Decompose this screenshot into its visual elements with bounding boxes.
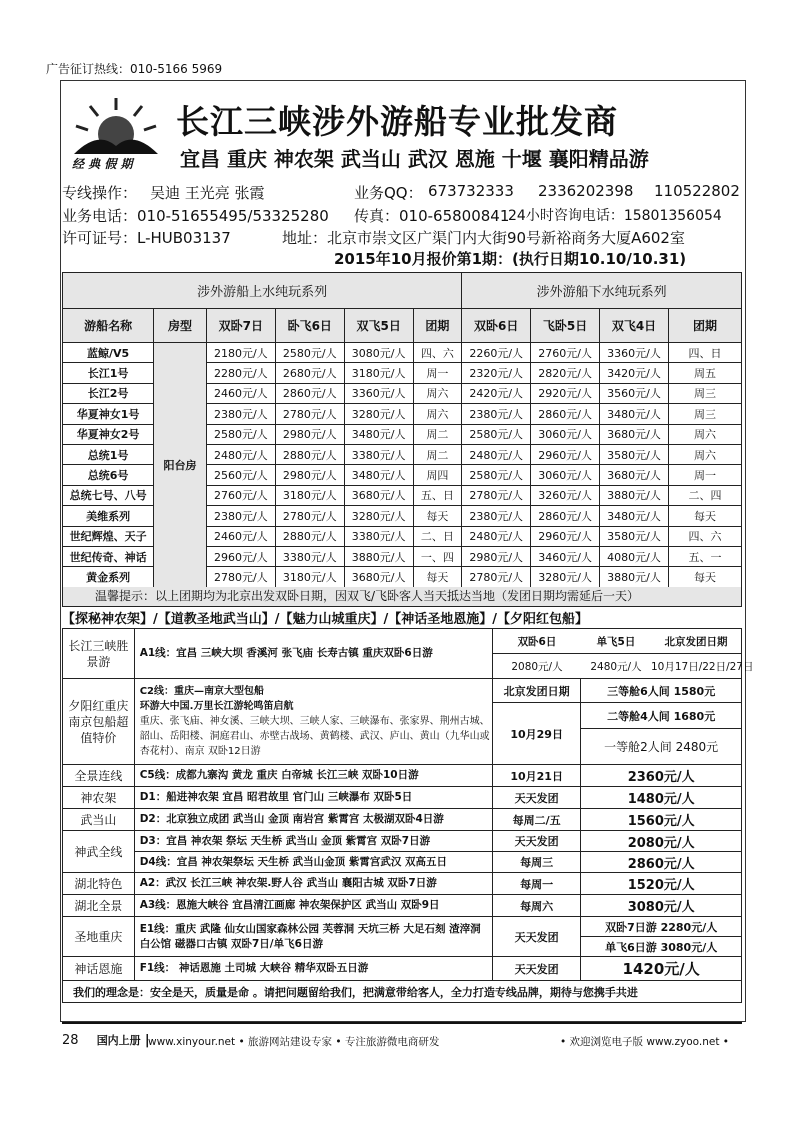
ship-name: 黄金系列 [63, 567, 154, 587]
route-price: 2080元/人 [581, 831, 742, 852]
table-cell: 2480元/人 [462, 526, 531, 546]
route-desc: A1线：宜昌 三峡大坝 香溪河 张飞庙 长寿古镇 重庆双卧6日游 [134, 629, 492, 679]
xiyang-date-label: 北京发团日期 [492, 679, 580, 703]
route-price: 1520元/人 [581, 873, 742, 895]
table-cell: 3060元/人 [531, 424, 600, 444]
table-cell: 3360元/人 [600, 343, 669, 363]
table-cell: 3180元/人 [275, 485, 344, 505]
route-name: 圣地重庆 [63, 917, 135, 957]
table-cell: 周一 [413, 363, 462, 383]
xiyang-cabin-2: 二等舱4人间 1680元 [581, 703, 742, 729]
footer-divider [62, 1022, 742, 1024]
footer-ebook: • 欢迎浏览电子版 www.zyoo.net • [560, 1036, 729, 1048]
table-cell: 周六 [413, 383, 462, 403]
section-label: 国内上册 [96, 1034, 141, 1047]
route-row [63, 787, 742, 809]
table-cell: 2960元/人 [531, 444, 600, 464]
table-cell: 2860元/人 [275, 383, 344, 403]
contact-row-3 [62, 227, 742, 247]
table-cell: 2580元/人 [275, 343, 344, 363]
route-name: 湖北全景 [63, 895, 135, 917]
table-cell: 五、一 [668, 546, 741, 566]
sanxia-h2: 单飞5日 [596, 635, 636, 648]
license: 许可证号：L-HUB03137 [62, 229, 231, 247]
table-cell: 2560元/人 [206, 465, 275, 485]
table-cell: 2260元/人 [462, 343, 531, 363]
ship-name: 蓝鲸/V5 [63, 343, 154, 363]
table-cell: 每天 [413, 567, 462, 587]
table-cell: 周五 [668, 363, 741, 383]
table-cell: 周六 [413, 404, 462, 424]
route-price: 2860元/人 [581, 852, 742, 873]
route-desc: D3：宜昌 神农架 祭坛 天生桥 武当山 金顶 紫霄宫 双卧7日游 [134, 831, 492, 852]
table-cell: 周二 [413, 424, 462, 444]
route-row [63, 873, 742, 895]
table-cell: 2780元/人 [275, 404, 344, 424]
route-name: 武当山 [63, 809, 135, 831]
col-header: 飞卧5日 [531, 309, 600, 343]
route-date: 每周一 [492, 873, 580, 895]
route-date: 每周三 [492, 852, 580, 873]
ship-name: 长江2号 [63, 383, 154, 403]
table-cell: 2480元/人 [462, 444, 531, 464]
table-cell: 每天 [668, 567, 741, 587]
route-price: 2360元/人 [581, 765, 742, 787]
xiyang-desc-2: 环游大中国.万里长江游轮鸣笛启航 [139, 701, 294, 712]
table-cell: 3380元/人 [344, 526, 413, 546]
sanxia-p2: 2480元/人 [590, 660, 642, 673]
route-desc: D2：北京独立成团 武当山 金顶 南岩宫 紫霄宫 太极湖双卧4日游 [134, 809, 492, 831]
table-cell: 每天 [668, 506, 741, 526]
table-cell: 3880元/人 [344, 546, 413, 566]
table-cell: 周六 [668, 444, 741, 464]
route-price: 3080元/人 [581, 895, 742, 917]
route-row [63, 895, 742, 917]
route-date: 天天发团 [492, 957, 580, 981]
table-cell: 2860元/人 [531, 404, 600, 424]
table-cell: 一、四 [413, 546, 462, 566]
ship-name: 总统七号、八号 [63, 485, 154, 505]
table-cell: 3280元/人 [531, 567, 600, 587]
table-cell: 3480元/人 [600, 404, 669, 424]
route-date: 天天发团 [492, 831, 580, 852]
table-cell: 2980元/人 [275, 465, 344, 485]
route-desc: F1线： 神话恩施 土司城 大峡谷 精华双卧五日游 [134, 957, 492, 981]
col-header: 双卧6日 [462, 309, 531, 343]
table-cell: 3560元/人 [600, 383, 669, 403]
table-cell: 2880元/人 [275, 526, 344, 546]
price-issue-title: 2015年10月报价第1期：(执行日期10.10/10.31) [334, 250, 687, 268]
table-cell: 3260元/人 [531, 485, 600, 505]
table-cell: 周三 [668, 383, 741, 403]
table-cell: 四、六 [413, 343, 462, 363]
table-cell: 2920元/人 [531, 383, 600, 403]
xiyang-desc-1: C2线：重庆—南京大型包船 [139, 686, 264, 697]
table-cell: 2780元/人 [206, 567, 275, 587]
table-cell: 2380元/人 [462, 404, 531, 424]
route-desc: D1：船进神农架 宜昌 昭君故里 官门山 三峡瀑布 双卧5日 [134, 787, 492, 809]
table-header [63, 309, 742, 343]
table-cell: 周六 [668, 424, 741, 444]
ship-name: 美维系列 [63, 506, 154, 526]
sanxia-h1: 双卧6日 [517, 635, 557, 648]
table-cell: 2460元/人 [206, 383, 275, 403]
footer-left: 28 国内上册 | [62, 1033, 150, 1048]
ops-names: 吴迪 王光亮 张霞 [150, 184, 265, 202]
table-cell: 周一 [668, 465, 741, 485]
page-subtitle: 宜昌 重庆 神农架 武当山 武汉 恩施 十堰 襄阳精品游 [180, 147, 649, 171]
table-cell: 2980元/人 [462, 546, 531, 566]
motto: 我们的理念是：安全是天，质量是命 。请把问题留给我们，把满意带给客人，全力打造专线品牌，期待与您携手共进 [63, 981, 742, 1003]
table-cell: 2980元/人 [275, 424, 344, 444]
sanxia-h3: 北京发团日期 [664, 635, 728, 648]
table-cell: 3380元/人 [275, 546, 344, 566]
table-cell: 2780元/人 [462, 485, 531, 505]
col-header: 游船名称 [63, 309, 154, 343]
table-cell: 每天 [413, 506, 462, 526]
route-price: 1480元/人 [581, 787, 742, 809]
table-cell: 3060元/人 [531, 465, 600, 485]
ad-hotline: 广告征订热线：010-5166 5969 [46, 62, 223, 76]
table-cell: 二、日 [413, 526, 462, 546]
ship-name: 世纪辉煌、天子 [63, 526, 154, 546]
table-cell: 3880元/人 [600, 567, 669, 587]
xiyang-cabin-3: 三等舱6人间 1580元 [581, 679, 742, 703]
table-cell: 2580元/人 [462, 424, 531, 444]
table-cell: 周四 [413, 465, 462, 485]
route-price: 1560元/人 [581, 809, 742, 831]
table-cell: 2380元/人 [206, 404, 275, 424]
table-cell: 五、日 [413, 485, 462, 505]
ship-name: 总统6号 [63, 465, 154, 485]
table-cell: 2380元/人 [206, 506, 275, 526]
phone: 业务电话：010-51655495/53325280 [62, 207, 329, 225]
table-cell: 3680元/人 [344, 567, 413, 587]
route-name: 神武全线 [63, 831, 135, 873]
col-header: 双卧7日 [206, 309, 275, 343]
table-cell: 2480元/人 [206, 444, 275, 464]
table-cell: 周二 [413, 444, 462, 464]
table-cell: 3480元/人 [344, 424, 413, 444]
table-cell: 3680元/人 [600, 465, 669, 485]
table-cell: 2180元/人 [206, 343, 275, 363]
table-cell: 3380元/人 [344, 444, 413, 464]
qq-2: 2336202398 [538, 182, 634, 200]
table-cell: 2320元/人 [462, 363, 531, 383]
qq-3: 110522802 [654, 182, 740, 200]
table-cell: 2580元/人 [462, 465, 531, 485]
table-cell: 3680元/人 [344, 485, 413, 505]
table-cell: 2580元/人 [206, 424, 275, 444]
table-cell: 周三 [668, 404, 741, 424]
downstream-series-title: 涉外游船下水纯玩系列 [462, 273, 742, 309]
table-cell: 四、六 [668, 526, 741, 546]
table-cell: 2880元/人 [275, 444, 344, 464]
table-cell: 2680元/人 [275, 363, 344, 383]
col-header: 卧飞6日 [275, 309, 344, 343]
ship-name: 世纪传奇、神话 [63, 546, 154, 566]
table-cell: 2780元/人 [275, 506, 344, 526]
qq-1: 673732333 [428, 182, 514, 200]
route-row [63, 765, 742, 787]
xiyang-cabin-1: 一等舱2人间 2480元 [581, 729, 742, 765]
table-cell: 2760元/人 [531, 343, 600, 363]
route-price: 1420元/人 [581, 957, 742, 981]
table-row [63, 343, 742, 363]
sanxia-p1: 2080元/人 [511, 660, 563, 673]
route-price: 双卧7日游 2280元/人 [581, 917, 742, 937]
sanxia-dates: 10月17日/22日/27日 [650, 660, 754, 673]
ship-name: 总统1号 [63, 444, 154, 464]
table-cell: 4080元/人 [600, 546, 669, 566]
route-desc: A3线：恩施大峡谷 宜昌清江画廊 神农架保护区 武当山 双卧9日 [134, 895, 492, 917]
table-cell: 2960元/人 [531, 526, 600, 546]
table-cell: 2960元/人 [206, 546, 275, 566]
table-cell: 四、日 [668, 343, 741, 363]
col-header: 双飞4日 [600, 309, 669, 343]
table-cell: 2420元/人 [462, 383, 531, 403]
address: 地址：北京市崇文区广渠门内大街90号新裕商务大厦A602室 [282, 229, 685, 247]
table-cell: 2280元/人 [206, 363, 275, 383]
page-title: 长江三峡涉外游船专业批发商 [176, 102, 618, 141]
tip-note: 温馨提示：以上团期均为北京出发双卧日期，因双飞/飞卧客人当天抵达当地（发团日期均需延后一天） [62, 587, 742, 607]
route-desc: E1线：重庆 武隆 仙女山国家森林公园 芙蓉洞 天坑三桥 大足石刻 渣滓洞 白公馆 磁器口古镇 双卧7日/单飞6日游 [134, 917, 492, 957]
table-cell: 3360元/人 [344, 383, 413, 403]
route-date: 10月21日 [492, 765, 580, 787]
qq-label: 业务QQ： [354, 184, 423, 202]
table-cell: 3480元/人 [344, 465, 413, 485]
route-date: 每周六 [492, 895, 580, 917]
upstream-series-title: 涉外游船上水纯玩系列 [63, 273, 462, 309]
table-cell: 3080元/人 [344, 343, 413, 363]
route-date: 天天发团 [492, 917, 580, 957]
table-cell: 2820元/人 [531, 363, 600, 383]
table-cell: 2860元/人 [531, 506, 600, 526]
route-name: 神话恩施 [63, 957, 135, 981]
table-cell: 3180元/人 [344, 363, 413, 383]
col-header: 团期 [668, 309, 741, 343]
table-cell: 3680元/人 [600, 424, 669, 444]
fax: 传真：010-65800841 [354, 207, 510, 225]
table-cell: 3420元/人 [600, 363, 669, 383]
pure-cruise-table [62, 272, 742, 588]
footer-website: www.xinyour.net • 旅游网站建设专家 • 专注旅游微电商研发 [148, 1036, 440, 1048]
xiyang-date: 10月29日 [492, 703, 580, 765]
table-cell: 2380元/人 [462, 506, 531, 526]
route-name: 全景连线 [63, 765, 135, 787]
route-name: 长江三峡胜景游 [63, 629, 135, 679]
ship-name: 华夏神女2号 [63, 424, 154, 444]
ship-name: 华夏神女1号 [63, 404, 154, 424]
route-categories: 【探秘神农架】/【道教圣地武当山】/【魅力山城重庆】/【神话圣地恩施】/【夕阳红包船】 [62, 612, 588, 627]
table-cell: 3880元/人 [600, 485, 669, 505]
table-cell: 3480元/人 [600, 506, 669, 526]
table-cell: 3580元/人 [600, 526, 669, 546]
contact-row-2 [62, 205, 742, 225]
contact-row-1 [62, 182, 742, 202]
page-number: 28 [62, 1033, 79, 1048]
logo-text: 经 典 假 期 [72, 157, 133, 171]
col-header: 双飞5日 [344, 309, 413, 343]
route-desc: D4线：宜昌 神农架祭坛 天生桥 武当山金顶 紫霄宫武汉 双高五日 [134, 852, 492, 873]
table-cell: 3180元/人 [275, 567, 344, 587]
table-cell: 2780元/人 [462, 567, 531, 587]
table-cell: 3280元/人 [344, 404, 413, 424]
route-desc: C5线：成都九寨沟 黄龙 重庆 白帝城 长江三峡 双卧10日游 [134, 765, 492, 787]
table-cell: 3280元/人 [344, 506, 413, 526]
route-date: 天天发团 [492, 787, 580, 809]
ship-name: 长江1号 [63, 363, 154, 383]
hotline-24: 24小时咨询电话：15801356054 [508, 208, 722, 224]
route-row [63, 809, 742, 831]
ops-label: 专线操作： [62, 184, 138, 202]
table-cell: 3580元/人 [600, 444, 669, 464]
table-cell: 二、四 [668, 485, 741, 505]
route-name: 夕阳红重庆南京包船超值特价 [63, 679, 135, 765]
route-desc: A2：武汉 长江三峡 神农架.野人谷 武当山 襄阳古城 双卧7日游 [134, 873, 492, 895]
room-type: 阳台房 [154, 343, 207, 588]
col-header: 团期 [413, 309, 462, 343]
table-cell: 3460元/人 [531, 546, 600, 566]
route-name: 神农架 [63, 787, 135, 809]
xiyang-desc-3: 重庆、张飞庙、神女溪、三峡大坝、三峡人家、三峡瀑布、张家界、荆州古城、韶山、岳阳楼、洞庭君山、赤壁古战场、黄鹤楼、武汉、庐山、黄山（九华山或杏花村）、南京 双卧12日游 [139, 716, 490, 757]
table-cell: 2460元/人 [206, 526, 275, 546]
table-cell: 2760元/人 [206, 485, 275, 505]
route-date: 每周二/五 [492, 809, 580, 831]
col-header: 房型 [154, 309, 207, 343]
routes-table [62, 628, 754, 1003]
route-name: 湖北特色 [63, 873, 135, 895]
route-price: 单飞6日游 3080元/人 [581, 937, 742, 957]
